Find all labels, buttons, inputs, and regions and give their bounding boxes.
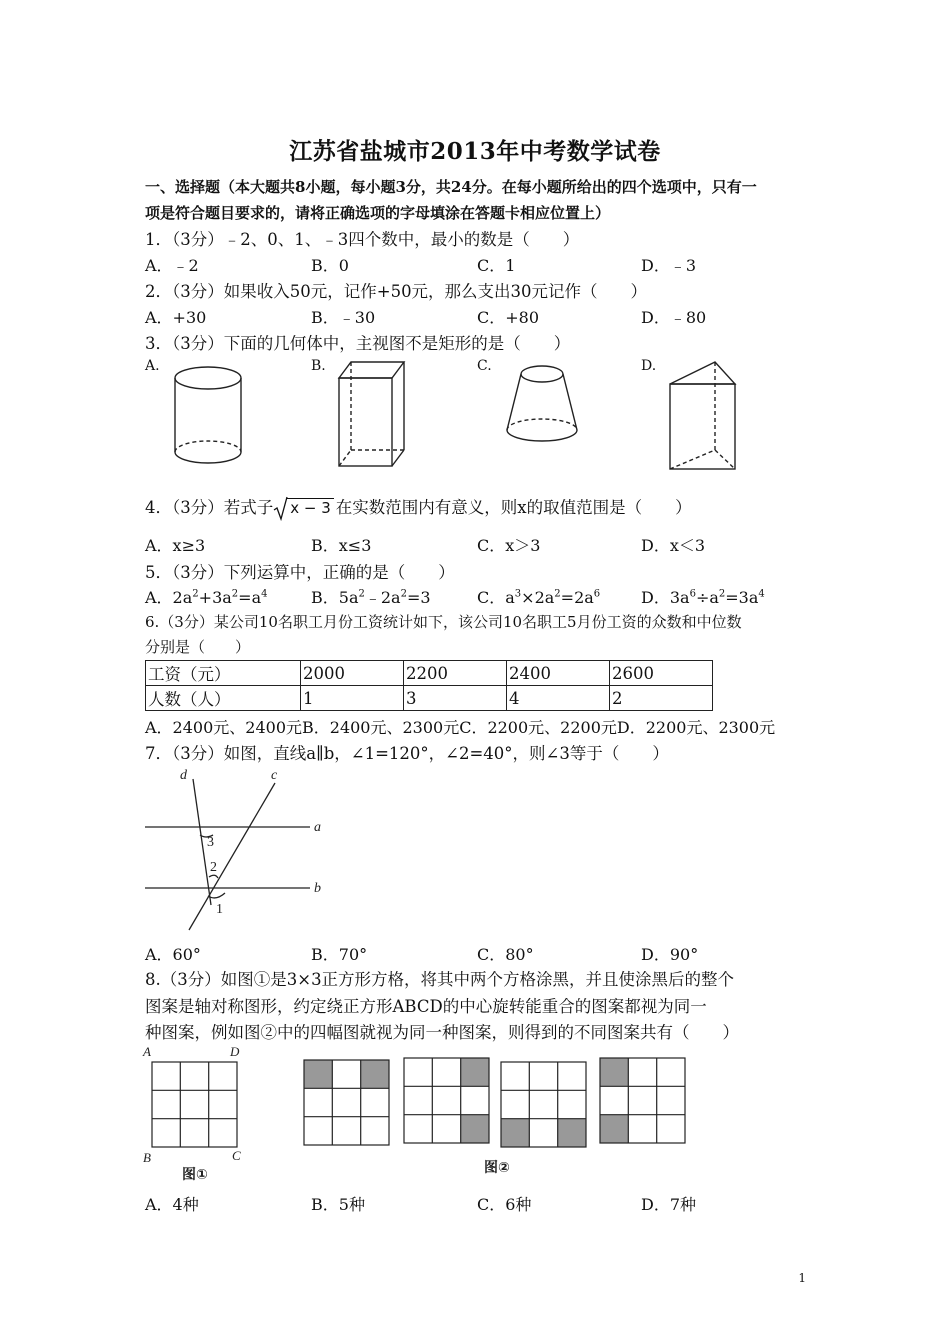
q4-option-c: C．x＞3 (477, 536, 541, 555)
q1-option-a: A．﹣2 (145, 256, 199, 275)
section-header-line2: 项是符合题目要求的，请将正确选项的字母填涂在答题卡相应位置上） (145, 204, 611, 222)
table-cell: 人数（人） (146, 686, 301, 711)
q3-label-c: C. (477, 358, 492, 374)
table-cell: 4 (507, 686, 610, 711)
corner-a-label: A (143, 1044, 151, 1059)
table-row (146, 661, 713, 686)
table-cell: 3 (404, 686, 507, 711)
table-cell: 2400 (507, 661, 610, 686)
q8-stem-line3: 种图案，例如图②中的四幅图就视为同一种图案，则得到的不同图案共有（ ） (145, 1023, 739, 1042)
q3-label-a: A. (145, 358, 160, 374)
q2-option-d: D．﹣80 (641, 308, 707, 327)
q1-stem: 1．（3分）﹣2、0、1、﹣3四个数中，最小的数是（ ） (145, 230, 580, 249)
q1-option-c: C．1 (477, 256, 516, 275)
label-d: d (180, 768, 187, 783)
q4-option-a: A．x≥3 (145, 536, 206, 555)
q3-label-d: D. (641, 358, 657, 374)
table-row (146, 686, 713, 711)
q5-stem: 5．（3分）下列运算中，正确的是（ ） (145, 563, 455, 582)
q4-option-d: D．x＜3 (641, 536, 706, 555)
q6-options (145, 715, 775, 738)
grid-figure-1 (140, 1042, 260, 1192)
frustum-figure (500, 358, 590, 448)
q8-stem-line1: 8.（3分）如图①是3×3正方形方格，将其中两个方格涂黑，并且使涂黑后的整个 (145, 970, 735, 989)
figure-2-caption: 图② (484, 1160, 510, 1176)
q5-option-d: D．$3a^6\div a^2=3a^4$ (641, 588, 765, 607)
q7-option-d: D．90° (641, 945, 699, 964)
q4-stem (145, 494, 692, 518)
q3-stem: 3．（3分）下面的几何体中，主视图不是矩形的是（ ） (145, 334, 571, 353)
label-c: c (271, 768, 278, 783)
prism-figure (332, 356, 412, 471)
angle-3-label: 3 (207, 835, 214, 850)
table-cell: 工资（元） (146, 661, 301, 686)
table-cell: 2000 (301, 661, 404, 686)
q5-option-b: B．$5a^2﹣2a^2=3$ (311, 588, 431, 607)
q5-option-c: C．$a^3\times 2a^2=2a^6$ (477, 588, 601, 607)
page-number: 1 (798, 1271, 806, 1285)
q4-stem-post: 在实数范围内有意义，则x的取值范围是（ ） (335, 498, 692, 517)
q8-option-c: C．6种 (477, 1195, 532, 1214)
q6-stem-line1: 6.（3分）某公司10名职工月份工资统计如下，该公司10名职工5月份工资的众数和中位数 (145, 613, 742, 631)
q1-option-d: D．﹣3 (641, 256, 697, 275)
q8-option-b: B．5种 (311, 1195, 365, 1214)
q6-stem-line2: 分别是（ ） (145, 638, 251, 656)
q2-option-c: C．+80 (477, 308, 540, 327)
page-title: 江苏省盐城市2013年中考数学试卷 (289, 138, 661, 165)
table-cell: 2600 (610, 661, 713, 686)
corner-b-label: B (143, 1150, 151, 1165)
q2-stem: 2．（3分）如果收入50元，记作+50元，那么支出30元记作（ ） (145, 282, 648, 301)
corner-c-label: C (232, 1148, 241, 1163)
table-cell: 2 (610, 686, 713, 711)
q7-stem: 7．（3分）如图，直线a∥b，∠1=120°，∠2=40°，则∠3等于（ ） (145, 744, 669, 763)
q8-option-a: A．4种 (145, 1195, 199, 1214)
q1-option-b: B．0 (311, 256, 349, 275)
table-cell: 2200 (404, 661, 507, 686)
q2-option-a: A．+30 (145, 308, 207, 327)
q6-option-c: C．2200元、2200元 (459, 718, 617, 737)
table-cell: 1 (301, 686, 404, 711)
q7-option-a: A．60° (145, 945, 201, 964)
q3-label-b: B. (311, 358, 326, 374)
angle-2-label: 2 (210, 860, 217, 875)
sqrt-expression (273, 498, 334, 517)
section-header-line1: 一、选择题（本大题共8小题，每小题3分，共24分。在每小题所给出的四个选项中，只有一 (145, 178, 757, 196)
q6-option-a: A．2400元、2400元 (145, 718, 302, 737)
triangular-prism-figure (665, 354, 745, 474)
label-a: a (314, 820, 321, 835)
corner-d-label: D (230, 1044, 240, 1059)
q7-option-c: C．80° (477, 945, 534, 964)
angle-1-label: 1 (216, 902, 223, 917)
q8-option-d: D．7种 (641, 1195, 697, 1214)
radical-sign-icon (273, 496, 289, 522)
q5-option-a: A．$2a^2+3a^2=a^4$ (145, 588, 268, 607)
label-b: b (314, 881, 321, 896)
q7-option-b: B．70° (311, 945, 368, 964)
q4-stem-pre: 4．（3分）若式子 (145, 498, 274, 517)
q6-option-d: D．2200元、2300元 (616, 718, 776, 737)
q2-option-b: B．﹣30 (311, 308, 376, 327)
q8-stem-line2: 图案是轴对称图形，约定绕正方形ABCD的中心旋转能重合的图案都视为同一 (145, 997, 707, 1016)
q4-option-b: B．x≤3 (311, 536, 372, 555)
q6-option-b: B．2400元、2300元 (302, 718, 460, 737)
wage-table (145, 660, 713, 711)
q4-radicand: x − 3 (287, 498, 334, 517)
grid-figure-2 (296, 1054, 696, 1184)
cylinder-figure (168, 362, 248, 472)
figure-1-caption: 图① (182, 1167, 208, 1183)
parallel-lines-figure (140, 765, 340, 935)
